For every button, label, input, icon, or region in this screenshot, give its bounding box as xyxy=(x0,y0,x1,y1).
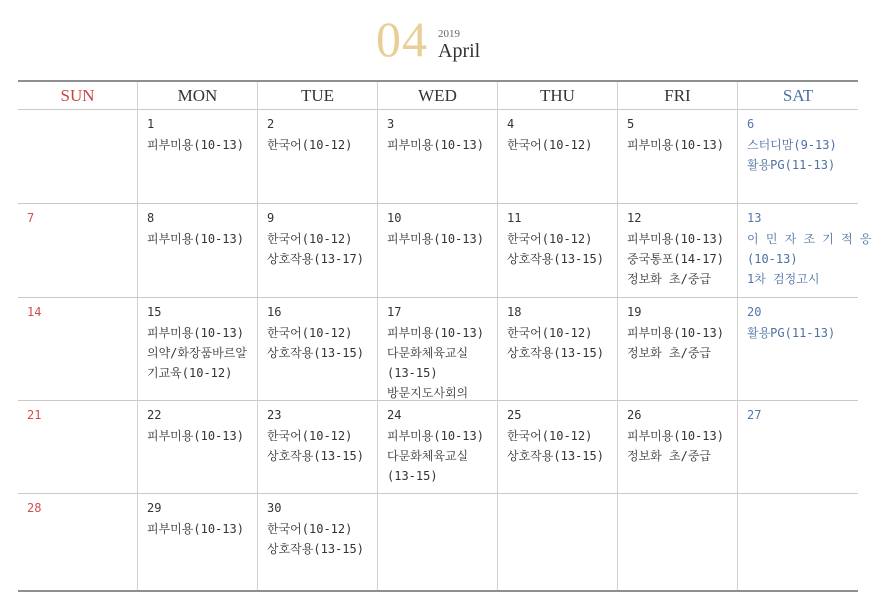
day-cell[interactable] xyxy=(498,204,618,297)
day-number: 30 xyxy=(267,501,282,515)
event-entry: 피부미용(10-13) xyxy=(147,522,244,536)
event-list xyxy=(747,323,858,343)
event-entry: 피부미용(10-13) xyxy=(147,138,244,152)
event-list xyxy=(147,426,257,446)
day-number: 16 xyxy=(267,305,282,319)
day-number: 5 xyxy=(627,117,635,131)
event-entry: 활용PG(11-13) xyxy=(747,158,836,172)
event-list xyxy=(507,323,617,363)
event-entry: 한국어(10-12) xyxy=(267,429,353,443)
day-cell[interactable] xyxy=(378,401,498,493)
event-list xyxy=(267,323,377,363)
day-number xyxy=(27,116,137,132)
day-cell[interactable] xyxy=(738,298,858,403)
day-cell[interactable] xyxy=(138,494,258,590)
event-list xyxy=(147,519,257,539)
day-number: 22 xyxy=(147,408,162,422)
day-cell[interactable] xyxy=(378,494,498,590)
day-number: 3 xyxy=(387,117,395,131)
month-number: 04 xyxy=(376,11,428,67)
event-entry: 피부미용(10-13) xyxy=(147,429,244,443)
day-cell[interactable] xyxy=(498,494,618,590)
event-list xyxy=(267,426,377,466)
event-entry: 상호작용(13-15) xyxy=(267,449,364,463)
event-entry: (10-13) xyxy=(747,252,798,266)
week-row xyxy=(18,298,858,401)
day-number xyxy=(747,500,858,516)
day-number: 4 xyxy=(507,117,515,131)
event-list xyxy=(627,229,737,289)
day-number: 12 xyxy=(627,211,642,225)
day-cell[interactable] xyxy=(378,110,498,203)
event-entry: 기교육(10-12) xyxy=(147,366,233,380)
event-entry: (13-15) xyxy=(387,469,438,483)
event-entry: 다문화체육교실 xyxy=(387,346,469,360)
event-entry: 중국통포(14-17) xyxy=(627,252,724,266)
event-list xyxy=(507,426,617,466)
day-number: 24 xyxy=(387,408,402,422)
event-list xyxy=(627,426,737,466)
day-number: 27 xyxy=(747,408,762,422)
event-entry: (13-15) xyxy=(387,366,438,380)
day-number: 29 xyxy=(147,501,162,515)
day-cell[interactable] xyxy=(618,110,738,203)
day-number: 15 xyxy=(147,305,162,319)
event-list xyxy=(747,135,858,175)
event-entry: 한국어(10-12) xyxy=(507,326,593,340)
day-number: 9 xyxy=(267,211,275,225)
day-cell[interactable] xyxy=(18,298,138,403)
day-number: 28 xyxy=(27,501,42,515)
day-cell[interactable] xyxy=(258,401,378,493)
day-cell[interactable] xyxy=(378,204,498,297)
day-cell[interactable] xyxy=(618,494,738,590)
event-entry: 방문지도사회의 xyxy=(387,386,469,400)
event-entry: 활용PG(11-13) xyxy=(747,326,836,340)
event-entry: 상호작용(13-15) xyxy=(507,252,604,266)
day-number: 14 xyxy=(27,305,42,319)
weekday-fri: FRI xyxy=(618,82,738,110)
day-cell[interactable] xyxy=(18,204,138,297)
calendar-grid xyxy=(18,80,872,592)
weeks-container xyxy=(18,110,872,590)
event-entry: 정보화 초/중급 xyxy=(627,346,712,360)
day-number: 7 xyxy=(27,211,35,225)
day-cell[interactable] xyxy=(258,204,378,297)
day-number: 10 xyxy=(387,211,402,225)
day-cell[interactable] xyxy=(18,494,138,590)
day-number: 1 xyxy=(147,117,155,131)
day-cell[interactable] xyxy=(618,401,738,493)
event-list xyxy=(507,229,617,269)
event-entry: 상호작용(13-15) xyxy=(267,542,364,556)
day-number xyxy=(507,500,617,516)
event-entry: 이 민 자 조 기 적 응 xyxy=(747,232,872,246)
day-number: 11 xyxy=(507,211,522,225)
day-cell[interactable] xyxy=(138,204,258,297)
calendar-header xyxy=(0,0,882,80)
day-cell[interactable] xyxy=(738,401,858,493)
day-cell[interactable] xyxy=(738,494,858,590)
day-cell[interactable] xyxy=(498,298,618,403)
day-cell[interactable] xyxy=(738,110,858,203)
weekday-thu: THU xyxy=(498,82,618,110)
event-entry: 피부미용(10-13) xyxy=(387,429,484,443)
event-entry: 스터디맘(9-13) xyxy=(747,138,837,152)
event-entry: 피부미용(10-13) xyxy=(147,232,244,246)
event-list xyxy=(627,135,737,155)
event-entry: 의약/화장품바르알 xyxy=(147,346,247,360)
event-entry: 한국어(10-12) xyxy=(267,522,353,536)
event-entry: 피부미용(10-13) xyxy=(627,429,724,443)
day-number: 2 xyxy=(267,117,275,131)
event-list xyxy=(147,229,257,249)
event-list xyxy=(147,323,257,383)
event-list xyxy=(147,135,257,155)
event-entry: 피부미용(10-13) xyxy=(147,326,244,340)
event-list xyxy=(267,519,377,559)
weekday-mon: MON xyxy=(138,82,258,110)
event-entry: 다문화체육교실 xyxy=(387,449,469,463)
event-entry: 정보화 초/중급 xyxy=(627,449,712,463)
event-entry: 상호작용(13-15) xyxy=(267,346,364,360)
day-cell[interactable] xyxy=(258,298,378,403)
week-row xyxy=(18,110,858,204)
event-entry: 피부미용(10-13) xyxy=(627,138,724,152)
week-row xyxy=(18,401,858,494)
event-entry: 정보화 초/중급 xyxy=(627,272,712,286)
event-entry: 상호작용(13-17) xyxy=(267,252,364,266)
day-number: 8 xyxy=(147,211,155,225)
weekday-sun: SUN xyxy=(18,82,138,110)
event-entry: 한국어(10-12) xyxy=(507,232,593,246)
day-cell[interactable] xyxy=(738,204,872,297)
event-list xyxy=(267,229,377,269)
event-entry: 피부미용(10-13) xyxy=(627,232,724,246)
weekday-sat: SAT xyxy=(782,86,814,105)
day-cell[interactable] xyxy=(138,298,258,403)
event-entry: 피부미용(10-13) xyxy=(387,232,484,246)
day-cell[interactable] xyxy=(18,110,138,203)
day-number: 18 xyxy=(507,305,522,319)
event-entry: 상호작용(13-15) xyxy=(507,449,604,463)
event-entry: 한국어(10-12) xyxy=(507,429,593,443)
day-cell[interactable] xyxy=(138,110,258,203)
day-cell[interactable] xyxy=(258,110,378,203)
event-entry: 한국어(10-12) xyxy=(267,138,353,152)
day-cell[interactable] xyxy=(618,298,738,403)
event-entry: 한국어(10-12) xyxy=(267,232,353,246)
day-number xyxy=(627,500,737,516)
day-cell[interactable] xyxy=(378,298,498,403)
day-cell[interactable] xyxy=(138,401,258,493)
day-number: 19 xyxy=(627,305,642,319)
day-number: 20 xyxy=(747,305,762,319)
event-entry: 피부미용(10-13) xyxy=(387,138,484,152)
weekday-header-row xyxy=(18,82,858,110)
day-cell[interactable] xyxy=(258,494,378,590)
year-label: 2019 xyxy=(438,28,460,40)
weekday-wed: WED xyxy=(378,82,498,110)
month-name: April xyxy=(438,40,481,62)
event-list xyxy=(387,323,497,403)
day-number xyxy=(387,500,497,516)
weekday-tue: TUE xyxy=(258,82,378,110)
event-list xyxy=(387,229,497,249)
day-number: 21 xyxy=(27,408,42,422)
event-list xyxy=(267,135,377,155)
day-cell[interactable] xyxy=(618,204,738,297)
event-list xyxy=(387,135,497,155)
event-list xyxy=(627,323,737,363)
event-entry: 1차 검정고시 xyxy=(747,272,820,286)
event-list xyxy=(387,426,497,486)
event-entry: 한국어(10-12) xyxy=(507,138,593,152)
day-number: 13 xyxy=(747,211,762,225)
event-list xyxy=(507,135,617,155)
day-cell[interactable] xyxy=(498,110,618,203)
week-row xyxy=(18,204,872,298)
day-number: 17 xyxy=(387,305,402,319)
day-number: 23 xyxy=(267,408,282,422)
event-entry: 피부미용(10-13) xyxy=(627,326,724,340)
day-number: 6 xyxy=(747,117,755,131)
day-cell[interactable] xyxy=(498,401,618,493)
day-number: 26 xyxy=(627,408,642,422)
day-number: 25 xyxy=(507,408,522,422)
event-entry: 피부미용(10-13) xyxy=(387,326,484,340)
week-row xyxy=(18,494,858,590)
event-list xyxy=(747,229,872,289)
event-entry: 상호작용(13-15) xyxy=(507,346,604,360)
event-entry: 한국어(10-12) xyxy=(267,326,353,340)
day-cell[interactable] xyxy=(18,401,138,493)
